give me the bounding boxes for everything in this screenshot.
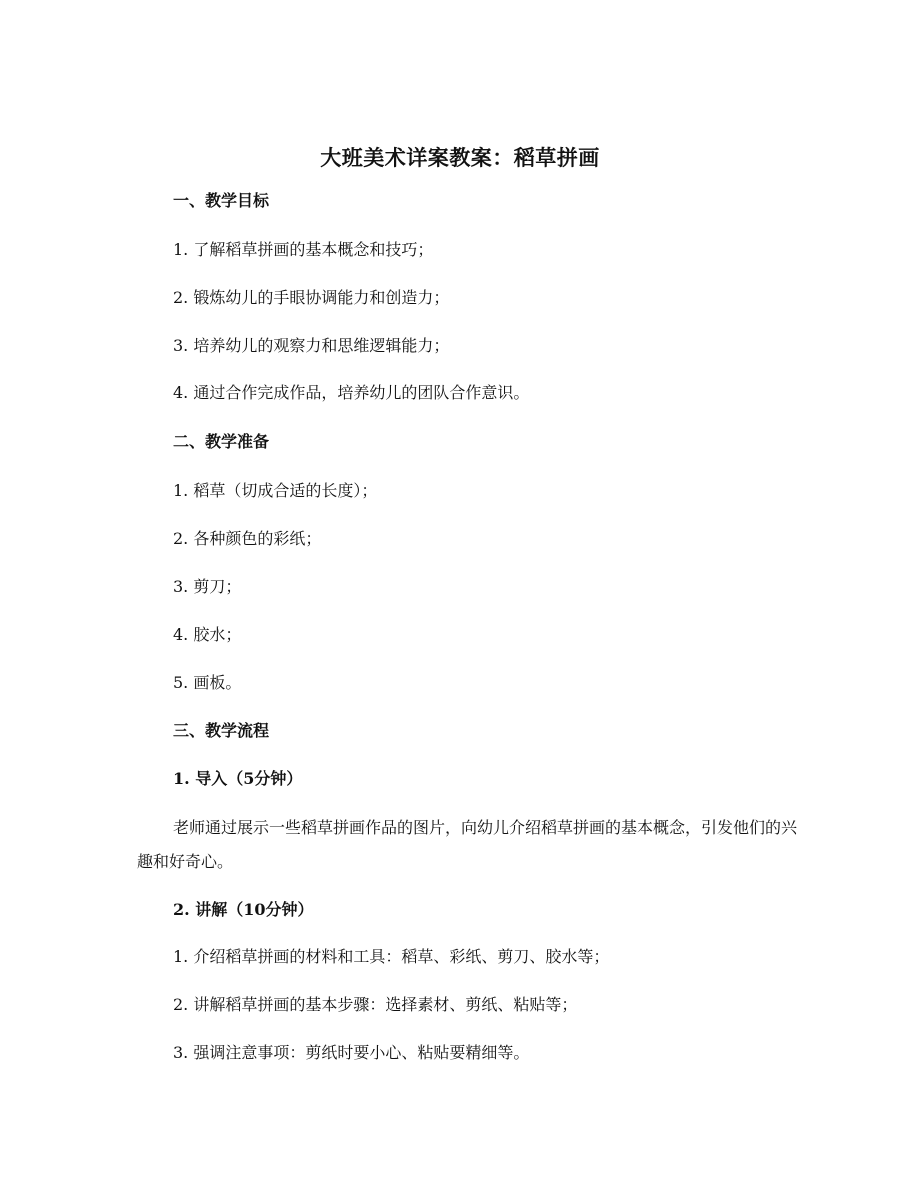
list-item: 3. 培养幼儿的观察力和思维逻辑能力； xyxy=(173,336,450,355)
list-item: 3. 强调注意事项：剪纸时要小心、粘贴要精细等。 xyxy=(173,1043,530,1062)
list-item: 2. 讲解稻草拼画的基本步骤：选择素材、剪纸、粘贴等； xyxy=(173,995,578,1014)
list-item: 3. 剪刀； xyxy=(173,577,242,596)
document-title: 大班美术详案教案：稻草拼画 xyxy=(320,145,600,170)
list-item: 1. 介绍稻草拼画的材料和工具：稻草、彩纸、剪刀、胶水等； xyxy=(173,947,610,966)
list-item: 2. 锻炼幼儿的手眼协调能力和创造力； xyxy=(173,288,450,307)
list-item: 1. 稻草（切成合适的长度）； xyxy=(173,481,378,500)
section-heading-preparation: 二、教学准备 xyxy=(173,432,270,451)
list-item: 4. 通过合作完成作品，培养幼儿的团队合作意识。 xyxy=(173,383,530,402)
list-item: 5. 画板。 xyxy=(173,673,242,692)
list-item: 4. 胶水； xyxy=(173,625,242,644)
list-item: 2. 各种颜色的彩纸； xyxy=(173,529,322,548)
list-item: 1. 了解稻草拼画的基本概念和技巧； xyxy=(173,240,434,259)
section-heading-process: 三、教学流程 xyxy=(173,721,270,740)
intro-paragraph: 老师通过展示一些稻草拼画作品的图片，向幼儿介绍稻草拼画的基本概念，引发他们的兴趣和好奇心。 xyxy=(137,818,798,871)
subsection-heading-intro: 1. 导入（5分钟） xyxy=(173,769,303,788)
section-heading-objectives: 一、教学目标 xyxy=(173,191,270,210)
subsection-heading-explanation: 2. 讲解（10分钟） xyxy=(173,900,314,919)
